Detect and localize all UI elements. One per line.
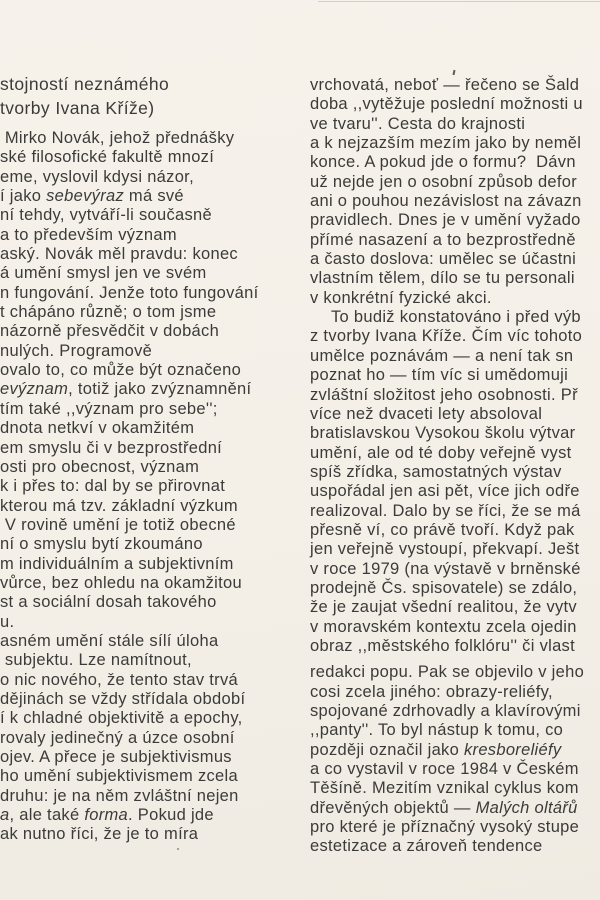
text-line: asném umění stále sílí úloha xyxy=(0,631,219,650)
text-line: stojností neznámého xyxy=(0,74,170,94)
text-line: á umění smysl jen ve svém xyxy=(0,264,207,283)
text-line: n fungování. Jenže toto fungování xyxy=(0,283,259,302)
text-line: ní o smyslu bytí zkoumáno xyxy=(0,535,203,554)
text-line: ak nutno říci, že je to míra xyxy=(0,825,199,844)
text-line: Mirko Novák, jehož přednášky xyxy=(0,129,235,147)
text-line: názorně přesvědčit v dobách xyxy=(0,322,220,341)
text-line: vrchovatá, neboť — řečeno se Šald xyxy=(310,76,580,94)
text-line: ní tehdy, vytváří-li současně xyxy=(0,206,212,225)
text-line: v konkrétní fyzické akci. xyxy=(310,288,492,307)
scan-speck xyxy=(177,848,179,850)
text-line: kterou má tzv. základní výzkum xyxy=(0,496,238,515)
text-line: bratislavskou Vysokou školu výtvar xyxy=(310,424,576,443)
text-line: osti pro obecnost, význam xyxy=(0,457,200,476)
paragraph xyxy=(310,308,600,656)
text-line: em smyslu či v bezprostřední xyxy=(0,438,223,457)
text-line: obraz ,,městského folklóru'' či vlast xyxy=(310,636,575,655)
text-line: a, ale také forma. Pokud jde xyxy=(0,806,214,825)
text-line: evýznam, totiž jako zvýznamnění xyxy=(0,380,252,399)
text-line: vlastním tělem, dílo se tu personali xyxy=(310,269,575,288)
text-line: dnota netkví v okamžitém xyxy=(0,419,195,438)
text-line: přímé nasazení a to bezprostředně xyxy=(310,230,576,249)
text-line: nulých. Programově xyxy=(0,341,153,360)
text-line: a k nejzazším mezím jako by neměl xyxy=(310,134,582,153)
text-line: realizoval. Dalo by se říci, že se má xyxy=(310,501,581,520)
text-line: redakci popu. Pak se objevilo v jeho xyxy=(310,663,585,682)
text-line: ho umění subjektivismem zcela xyxy=(0,767,238,786)
text-line: Těšíně. Mezitím vznikal cyklus kom xyxy=(310,779,579,798)
text-line: a často doslova: umělec se účastni xyxy=(310,250,577,269)
text-line: aský. Novák měl pravdu: konec xyxy=(0,245,238,264)
text-line: í jako sebevýraz má své xyxy=(0,187,184,206)
text-line: umělce poznávám — a není tak sn xyxy=(310,346,574,365)
scan-speck xyxy=(453,70,456,75)
text-line: estetizace a zároveň tendence xyxy=(310,837,543,856)
text-line: V rovině umění je totiž obecné xyxy=(0,515,236,534)
text-line: ojev. A přece je subjektivismus xyxy=(0,748,232,766)
text-line: umění, ale od té doby veřejně vyst xyxy=(310,443,572,462)
text-line: í k chladné objektivitě a epochy, xyxy=(0,709,243,728)
text-line: vůrce, bez ohledu na okamžitou xyxy=(0,573,242,592)
text-line: už nejde jen o osobní způsob defor xyxy=(310,172,578,191)
text-line: druhu: je na něm zvláštní nejen xyxy=(0,786,239,805)
text-line: více než dvaceti lety absoloval xyxy=(310,404,543,423)
text-line: ,,panty''. To byl nástup k tomu, co xyxy=(310,721,564,740)
column-right xyxy=(310,76,600,857)
text-line: pro které je příznačný vysoký stupe xyxy=(310,818,580,837)
text-line: t chápáno různě; o tom jsme xyxy=(0,303,217,322)
text-line: rovaly jedinečný a úzce osobní xyxy=(0,728,235,747)
text-line: a to především význam xyxy=(0,225,177,244)
text-line: cosi zcela jiného: obrazy-reliéfy, xyxy=(310,682,553,701)
paragraph xyxy=(0,632,308,845)
paragraph xyxy=(310,76,600,308)
text-line: přesně ví, co právě tvoří. Když pak xyxy=(310,520,575,539)
text-line: To budiž konstatováno i před výb xyxy=(331,308,581,327)
text-line: ani o pouhou nezávislost na závazn xyxy=(310,192,582,211)
text-line: že je zaujat všední realitou, že vytv xyxy=(310,598,577,617)
text-line: poznat ho — tím víc si umědomuji xyxy=(310,366,569,385)
text-line: spíš zřídka, samostatných výstav xyxy=(310,462,562,481)
text-line: ské filosofické fakultě mnozí xyxy=(0,148,215,167)
article-title xyxy=(0,73,308,120)
scan-edge-artifact xyxy=(318,1,600,2)
text-line: v roce 1979 (na výstavě v brněnské xyxy=(310,559,581,578)
text-line: m individuálním a subjektivním xyxy=(0,554,234,573)
text-line: o nic nového, že tento stav trvá xyxy=(0,670,238,689)
text-line: zvláštní složitost jeho osobnosti. Př xyxy=(310,385,578,404)
text-line: jen veřejně vystoupí, překvapí. Ješt xyxy=(310,540,580,559)
text-line: v moravském kontextu zcela ojedin xyxy=(310,617,577,636)
text-line: z tvorby Ivana Kříže. Čím víc tohoto xyxy=(310,327,583,346)
paragraph xyxy=(310,663,600,856)
text-line: spojované zdrhovadly a klavírovými xyxy=(310,702,581,720)
text-line: eme, vyslovil kdysi názor, xyxy=(0,167,194,186)
text-line: ovalo to, co může být označeno xyxy=(0,361,242,380)
text-line: st a sociální dosah takového xyxy=(0,593,217,612)
text-line: uspořádal jen asi pět, více jich odře xyxy=(310,482,580,501)
text-line: později označil jako kresboreliéfy xyxy=(310,740,562,759)
text-line: prodejně Čs. spisovatele) se zdálo, xyxy=(310,578,578,597)
text-line: k i přes to: dal by se přirovnat xyxy=(0,477,226,496)
text-line: subjektu. Lze namítnout, xyxy=(0,651,192,670)
text-line: pravidlech. Dnes je v umění vyžado xyxy=(310,211,581,230)
text-line: konce. A pokud jde o formu? Dávn xyxy=(310,153,576,172)
text-line: tím také ,,význam pro sebe''; xyxy=(0,399,218,418)
paragraph xyxy=(0,129,308,632)
text-line: a co vystavil v roce 1984 v Českém xyxy=(310,760,579,779)
text-line: tvorby Ivana Kříže) xyxy=(0,97,155,118)
text-line: u. xyxy=(0,612,15,631)
text-line: ve tvaru''. Cesta do krajnosti xyxy=(310,114,526,133)
text-line: dřevěných objektů — Malých oltářů xyxy=(310,798,578,817)
text-line: doba ,,vytěžuje poslední možnosti u xyxy=(310,95,583,114)
column-left xyxy=(0,73,308,845)
text-line: dějinách se vždy střídala období xyxy=(0,689,246,708)
